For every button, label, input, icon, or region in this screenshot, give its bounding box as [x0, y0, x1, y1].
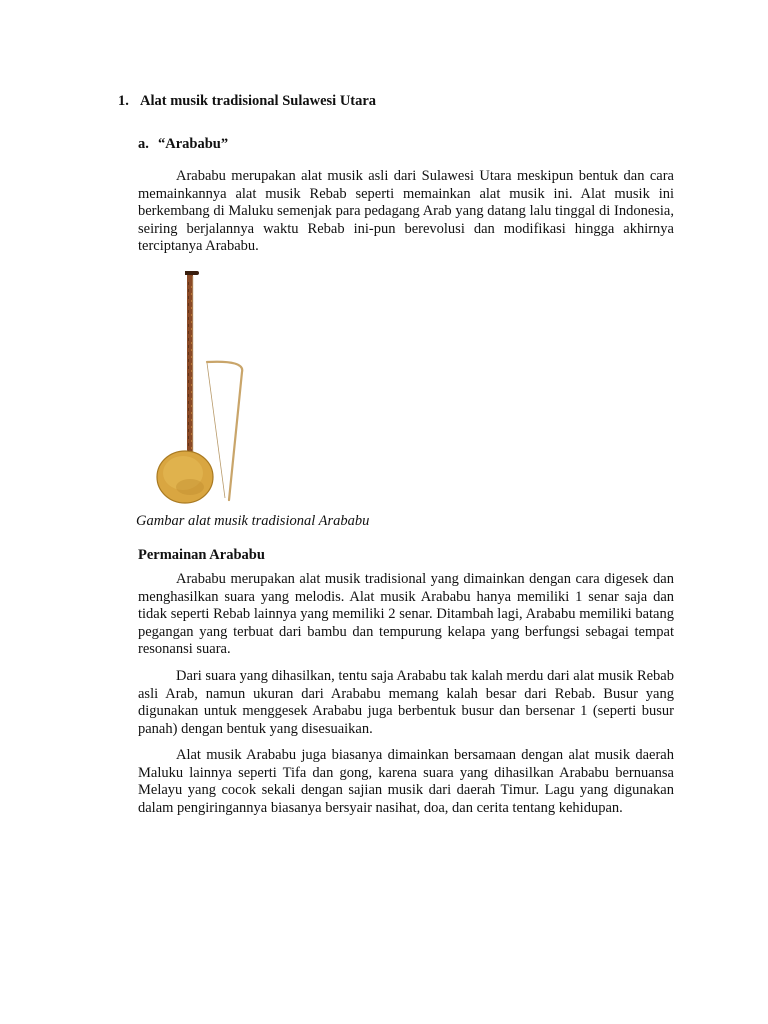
subsection-heading: [138, 136, 228, 153]
instrument-neck: [187, 274, 193, 470]
subsection-title: “Arababu”: [158, 136, 229, 152]
section-title: Alat musik tradisional Sulawesi Utara: [140, 93, 377, 109]
subsection-letter: a.: [138, 136, 149, 152]
body-paragraph: Dari suara yang dihasilkan, tentu saja Arababu tak kalah merdu dari alat musik Rebab asli Arab, namun ukuran dari Arababu memang kalah besar dari Rebab. Busur yang digunakan untuk menggesek Arababu juga berbentuk busur dan bersenar 1 (seperti busur panah) dengan bentuk yang disesuaikan.: [138, 668, 674, 737]
figure-caption: Gambar alat musik tradisional Arababu: [136, 513, 370, 529]
arababu-figure: [145, 262, 255, 507]
intro-paragraph: Arababu merupakan alat musik asli dari Sulawesi Utara meskipun bentuk dan cara memainkannya alat musik Rebab seperti memainkan alat musik ini. Alat musik ini berkembang di Maluku semenjak para pedagang Arab yang datang lalu tinggal di Indonesia, seiring berjalannya waktu Rebab ini-pun berevolusi dan modifikasi hingga akhirnya terciptanya Arababu.: [138, 168, 674, 255]
permainan-heading: Permainan Arababu: [138, 547, 265, 563]
body-paragraph: Alat musik Arababu juga biasanya dimainkan bersamaan dengan alat musik daerah Maluku lainnya seperti Tifa dan gong, karena suara yang dihasilkan Arababu bernuansa Melayu yang cocok sekali dengan sajian musik dari daerah Timur. Lagu yang digunakan dalam pengiringannya biasanya bersyair nasihat, doa, dan cerita tentang kehidupan.: [138, 747, 674, 816]
body-paragraph: Arababu merupakan alat musik tradisional yang dimainkan dengan cara digesek dan menghasilkan suara yang melodis. Alat musik Arababu hanya memiliki 1 senar saja dan tidak seperti Rebab lainnya yang memiliki 2 senar. Ditambah lagi, Arababu memiliki batang pegangan yang terbuat dari bambu dan tempurung kelapa yang berfungsi sebagai tempat resonansi suara.: [138, 571, 674, 658]
section-heading: [118, 93, 376, 110]
section-number: 1.: [118, 93, 129, 109]
arababu-instrument-image: [145, 262, 255, 507]
